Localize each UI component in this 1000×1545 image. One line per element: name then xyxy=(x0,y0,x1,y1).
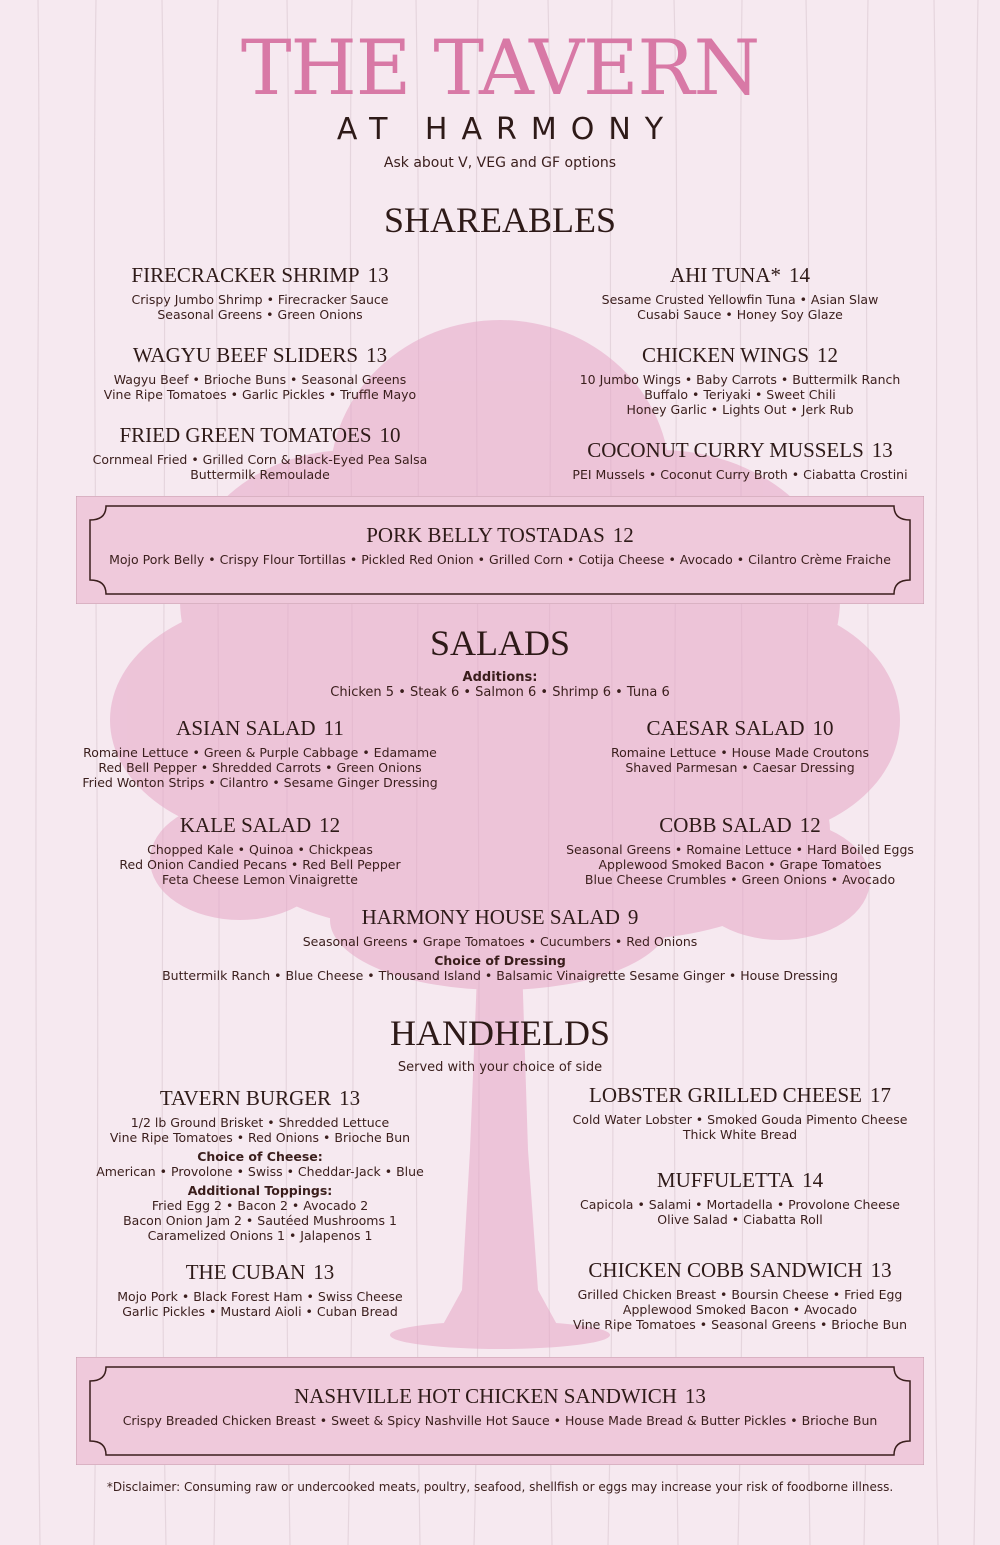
item-description: Seasonal Greens • Grape Tomatoes • Cucumbers • Red Onions xyxy=(302,934,698,949)
item-description: Cusabi Sauce • Honey Soy Glaze xyxy=(637,307,843,322)
item-description: Vine Ripe Tomatoes • Seasonal Greens • Brioche Bun xyxy=(572,1317,908,1332)
item-description: Seasonal Greens • Green Onions xyxy=(157,307,363,322)
item-price: 12 xyxy=(799,813,821,837)
item-description: Cornmeal Fried • Grilled Corn & Black-Eyed Pea Salsa xyxy=(92,452,428,467)
cheese-list: American • Provolone • Swiss • Cheddar-Jack • Blue xyxy=(96,1164,424,1179)
item-description: Honey Garlic • Lights Out • Jerk Rub xyxy=(626,402,854,417)
item-name: NASHVILLE HOT CHICKEN SANDWICH xyxy=(294,1384,677,1408)
dietary-note: Ask about V, VEG and GF options xyxy=(383,155,617,171)
item-description: Romaine Lettuce • Green & Purple Cabbage • Edamame xyxy=(83,745,437,760)
dressing-label: Choice of Dressing xyxy=(434,953,566,968)
item-description: Applewood Smoked Bacon • Grape Tomatoes xyxy=(598,857,882,872)
item-price: 17 xyxy=(870,1083,891,1107)
item-name: CAESAR SALAD xyxy=(646,716,805,740)
item-description: Sesame Crusted Yellowfin Tuna • Asian Slaw xyxy=(601,292,879,307)
item-description: Seasonal Greens • Romaine Lettuce • Hard Boiled Eggs xyxy=(566,842,914,857)
item-description: Vine Ripe Tomatoes • Garlic Pickles • Truffle Mayo xyxy=(103,387,417,402)
toppings-list: Caramelized Onions 1 • Jalapenos 1 xyxy=(147,1228,373,1243)
restaurant-title: THE TAVERN xyxy=(240,23,760,112)
item-description: Fried Wonton Strips • Cilantro • Sesame Ginger Dressing xyxy=(82,775,438,790)
menu-item-fried-green-tomatoes xyxy=(40,422,480,482)
shareables-heading: SHAREABLES xyxy=(383,200,617,240)
menu-item-firecracker-shrimp xyxy=(40,262,480,322)
restaurant-subtitle: AT HARMONY xyxy=(336,112,678,147)
item-description: Capicola • Salami • Mortadella • Provolone Cheese xyxy=(580,1197,900,1212)
item-description: Olive Salad • Ciabatta Roll xyxy=(657,1212,823,1227)
item-name: KALE SALAD xyxy=(179,813,312,837)
item-description: Cold Water Lobster • Smoked Gouda Pimento Cheese xyxy=(572,1112,908,1127)
additions-list: Chicken 5 • Steak 6 • Salmon 6 • Shrimp 6 • Tuna 6 xyxy=(330,685,670,700)
item-name: TAVERN BURGER xyxy=(159,1086,332,1110)
item-description: Crispy Jumbo Shrimp • Firecracker Sauce xyxy=(131,292,389,307)
item-name: HARMONY HOUSE SALAD xyxy=(361,905,620,929)
item-price: 13 xyxy=(870,1258,892,1282)
cheese-label: Choice of Cheese: xyxy=(197,1149,323,1164)
item-description: Buttermilk Remoulade xyxy=(190,467,330,482)
menu-item-muffuletta xyxy=(520,1167,960,1227)
menu-item-tavern-burger xyxy=(40,1085,480,1243)
menu-item-ahi-tuna xyxy=(520,262,960,322)
item-description: Mojo Pork Belly • Crispy Flour Tortillas • Pickled Red Onion • Grilled Corn • Cotija Cheese • Avocado • Cilantro Crème Fraiche xyxy=(109,552,891,567)
item-description: Shaved Parmesan • Caesar Dressing xyxy=(625,760,855,775)
item-price: 13 xyxy=(366,343,388,367)
item-price: 9 xyxy=(627,905,639,929)
item-price: 11 xyxy=(323,716,344,740)
item-name: WAGYU BEEF SLIDERS xyxy=(132,343,359,367)
item-price: 13 xyxy=(339,1086,361,1110)
item-description: Chopped Kale • Quinoa • Chickpeas xyxy=(147,842,373,857)
handhelds-note: Served with your choice of side xyxy=(397,1060,603,1075)
item-name: COBB SALAD xyxy=(659,813,792,837)
item-name: CHICKEN WINGS xyxy=(641,343,810,367)
menu-item-asian-salad xyxy=(40,715,480,790)
menu-item-harmony-house-salad xyxy=(100,904,900,983)
menu-item-kale-salad xyxy=(40,812,480,887)
item-price: 10 xyxy=(379,423,401,447)
item-name: FIRECRACKER SHRIMP xyxy=(131,263,360,287)
item-price: 13 xyxy=(367,263,389,287)
item-description: Crispy Breaded Chicken Breast • Sweet & Spicy Nashville Hot Sauce • House Made Bread & Butter Pickles • Brioche Bun xyxy=(122,1413,878,1428)
item-name: CHICKEN COBB SANDWICH xyxy=(588,1258,863,1282)
item-price: 13 xyxy=(871,438,893,462)
toppings-list: Fried Egg 2 • Bacon 2 • Avocado 2 xyxy=(151,1198,369,1213)
additions-label: Additions: xyxy=(462,670,538,685)
handhelds-heading: HANDHELDS xyxy=(390,1013,610,1053)
item-price: 13 xyxy=(313,1260,335,1284)
item-name: PORK BELLY TOSTADAS xyxy=(366,523,605,547)
item-description: Mojo Pork • Black Forest Ham • Swiss Cheese xyxy=(117,1289,403,1304)
menu-item-cobb-salad xyxy=(520,812,960,887)
item-description: Vine Ripe Tomatoes • Red Onions • Brioche Bun xyxy=(109,1130,411,1145)
toppings-list: Bacon Onion Jam 2 • Sautéed Mushrooms 1 xyxy=(123,1213,397,1228)
menu-item-chicken-wings xyxy=(520,342,960,417)
item-description: Blue Cheese Crumbles • Green Onions • Avocado xyxy=(584,872,896,887)
item-price: 13 xyxy=(684,1384,706,1408)
item-name: ASIAN SALAD xyxy=(176,716,316,740)
item-description: 10 Jumbo Wings • Baby Carrots • Buttermilk Ranch xyxy=(579,372,901,387)
item-description: Feta Cheese Lemon Vinaigrette xyxy=(162,872,358,887)
menu-item-coconut-curry-mussels xyxy=(520,437,960,482)
item-price: 12 xyxy=(319,813,341,837)
dressing-list: Buttermilk Ranch • Blue Cheese • Thousand Island • Balsamic Vinaigrette Sesame Ginger • House Dressing xyxy=(162,968,838,983)
item-price: 10 xyxy=(812,716,834,740)
item-description: Applewood Smoked Bacon • Avocado xyxy=(622,1302,858,1317)
item-description: Wagyu Beef • Brioche Buns • Seasonal Greens xyxy=(113,372,407,387)
item-description: Buffalo • Teriyaki • Sweet Chili xyxy=(644,387,836,402)
menu-item-the-cuban xyxy=(40,1259,480,1319)
item-description: PEI Mussels • Coconut Curry Broth • Ciabatta Crostini xyxy=(572,467,908,482)
menu-item-chicken-cobb-sandwich xyxy=(520,1257,960,1332)
item-name: THE CUBAN xyxy=(185,1260,306,1284)
item-name: AHI TUNA* xyxy=(669,263,782,287)
item-price: 12 xyxy=(612,523,634,547)
item-description: Grilled Chicken Breast • Boursin Cheese • Fried Egg xyxy=(577,1287,903,1302)
item-name: LOBSTER GRILLED CHEESE xyxy=(589,1083,862,1107)
menu-item-caesar-salad xyxy=(520,715,960,775)
toppings-label: Additional Toppings: xyxy=(187,1183,333,1198)
item-price: 14 xyxy=(802,1168,824,1192)
item-description: Romaine Lettuce • House Made Croutons xyxy=(610,745,870,760)
disclaimer: *Disclaimer: Consuming raw or undercooked meats, poultry, seafood, shellfish or eggs may increase your risk of foodborne illness. xyxy=(106,1480,894,1494)
item-description: Garlic Pickles • Mustard Aioli • Cuban Bread xyxy=(122,1304,398,1319)
salads-heading: SALADS xyxy=(429,623,571,663)
featured-banner-nashville-hot-chicken xyxy=(76,1357,924,1465)
item-name: COCONUT CURRY MUSSELS xyxy=(587,438,864,462)
item-price: 12 xyxy=(817,343,839,367)
featured-banner-pork-belly xyxy=(76,496,924,604)
item-price: 14 xyxy=(789,263,811,287)
item-description: Thick White Bread xyxy=(682,1127,798,1142)
item-name: FRIED GREEN TOMATOES xyxy=(119,423,372,447)
item-description: Red Onion Candied Pecans • Red Bell Pepper xyxy=(119,857,401,872)
item-name: MUFFULETTA xyxy=(656,1168,795,1192)
menu-item-wagyu-beef-sliders xyxy=(40,342,480,402)
menu-item-lobster-grilled-cheese xyxy=(520,1082,960,1142)
item-description: Red Bell Pepper • Shredded Carrots • Green Onions xyxy=(98,760,422,775)
item-description: 1/2 lb Ground Brisket • Shredded Lettuce xyxy=(130,1115,390,1130)
